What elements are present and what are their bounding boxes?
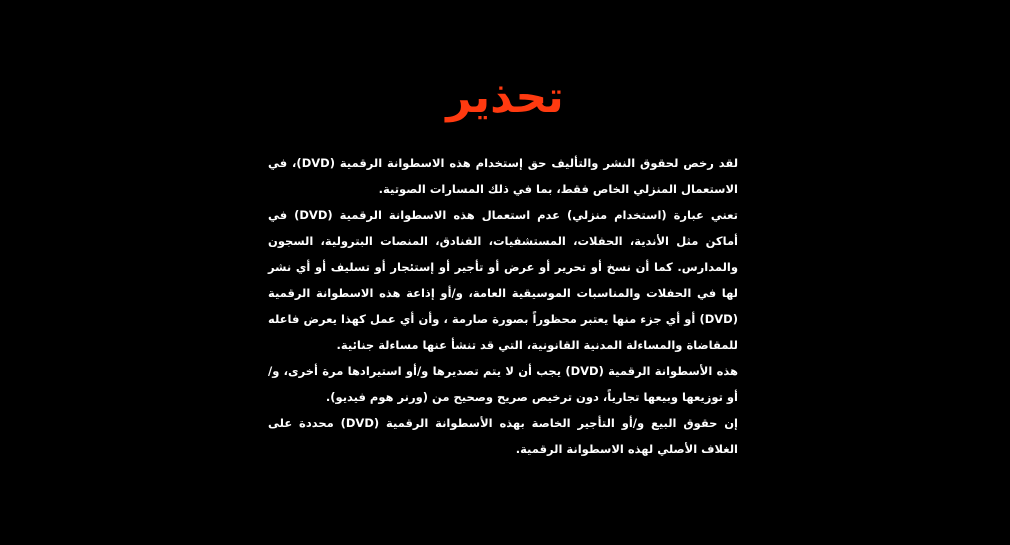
warning-body xyxy=(268,150,738,462)
paragraph-export-distribution: هذه الأسطوانة الرقمية (DVD) يجب أن لا يتم تصديرها و/أو استيرادها مرة أخرى، و/أو توزيعها وبيعها تجارياً، دون ترخيص صريح وصحيح من (ورنر هوم فيديو). xyxy=(268,364,738,404)
paragraph-home-use-license: لقد رخص لحقوق النشر والتأليف حق إستخدام هذه الاسطوانة الرقمية (DVD)، في الاستعمال المنزلي الخاص فقط، بما في ذلك المسارات الصوتية. xyxy=(268,156,739,196)
paragraph-rental-rights: إن حقوق البيع و/أو التأجير الخاصة بهذه الأسطوانة الرقمية (DVD) محددة على الغلاف الأصلي لهذه الاسطوانة الرقمية. xyxy=(268,416,738,456)
warning-title: تحذير xyxy=(446,72,564,123)
paragraph-usage-restrictions: تعني عبارة (استخدام منزلي) عدم استعمال هذه الاسطوانة الرقمية (DVD) في أماكن مثل الأندية، الحفلات، المستشفيات، الفنادق، المنصات البترولية، السجون والمدارس. كما أن نسخ أو تحرير أو عرض أو تأجير أو إستئجار أو تسليف أو أي نشر لها في الحفلات والمناسبات الموسيقية العامة، و/أو إذاعة هذه الاسطوانة الرقمية (DVD) أو أي جزء منها يعتبر محظوراً بصورة صارمة ، وأن أي عمل كهذا يعرض فاعله للمقاضاة والمساءلة المدنية القانونية، التي قد تنشأ عنها مساءلة جنائية. xyxy=(268,208,738,352)
